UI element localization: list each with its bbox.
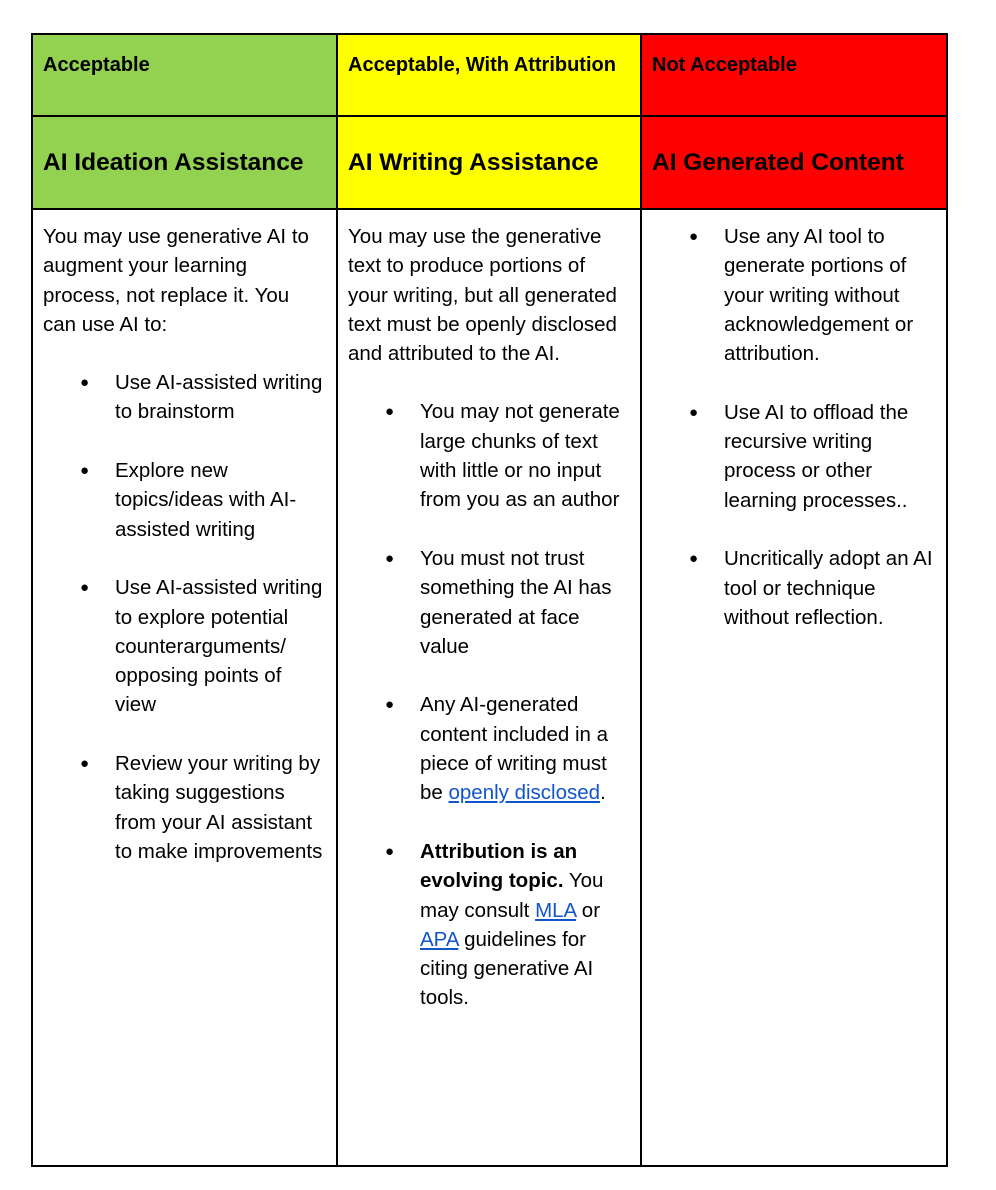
disclosure-period: . xyxy=(600,781,606,805)
title-ideation-assistance: AI Ideation Assistance xyxy=(32,116,337,209)
generated-content-cell xyxy=(641,209,947,1166)
title-generated-content: AI Generated Content xyxy=(641,116,947,209)
level-acceptable: Acceptable xyxy=(32,34,337,116)
openly-disclosed-link[interactable]: openly disclosed xyxy=(448,781,601,805)
mla-link[interactable]: MLA xyxy=(535,898,577,922)
or-text: or xyxy=(576,898,601,922)
title-writing-assistance: AI Writing Assistance xyxy=(337,116,641,209)
list-item: ● Use AI-assisted writing to explore potential counterarguments/ opposing points of view xyxy=(43,573,326,719)
list-item xyxy=(348,690,630,807)
list-item: ● Use AI to offload the recursive writing process or other learning processes.. xyxy=(652,398,936,515)
level-row xyxy=(32,34,947,116)
body-row xyxy=(32,209,947,1166)
ai-use-policy-table xyxy=(31,33,948,1167)
ideation-intro: You may use generative AI to augment your learning process, not replace it. You can use AI to: xyxy=(43,225,309,336)
list-item xyxy=(348,837,630,1013)
level-acceptable-with-attribution: Acceptable, With Attribution xyxy=(337,34,641,116)
guidelines-text: guidelines for citing generative AI tools. xyxy=(420,927,594,1010)
list-item: ● Use any AI tool to generate portions of your writing without acknowledgement or attribution. xyxy=(652,222,936,368)
title-row xyxy=(32,116,947,209)
level-not-acceptable: Not Acceptable xyxy=(641,34,947,116)
list-item: ● You may not generate large chunks of text with little or no input from you as an author xyxy=(348,397,630,514)
list-item: ● Use AI-assisted writing to brainstorm xyxy=(43,368,326,427)
attribution-heading: Attribution is an evolving topic. xyxy=(420,839,578,893)
list-item: ● You must not trust something the AI has generated at face value xyxy=(348,544,630,661)
consult-text: You may consult xyxy=(420,869,604,922)
not-acceptable-list xyxy=(652,222,936,632)
list-item: ● Uncritically adopt an AI tool or technique without reflection. xyxy=(652,544,936,632)
writing-intro: You may use the generative text to produce portions of your writing, but all generated text must be openly disclosed and attributed to the AI. xyxy=(348,225,617,366)
ideation-list xyxy=(43,368,326,866)
ideation-cell xyxy=(32,209,337,1166)
list-item: ● Review your writing by taking suggestions from your AI assistant to make improvements xyxy=(43,749,326,866)
apa-link[interactable]: APA xyxy=(420,927,459,951)
writing-list xyxy=(348,397,630,1012)
writing-cell xyxy=(337,209,641,1166)
list-item: ● Explore new topics/ideas with AI-assisted writing xyxy=(43,456,326,544)
disclosure-text: Any AI-generated content included in a piece of writing must be xyxy=(420,693,609,805)
